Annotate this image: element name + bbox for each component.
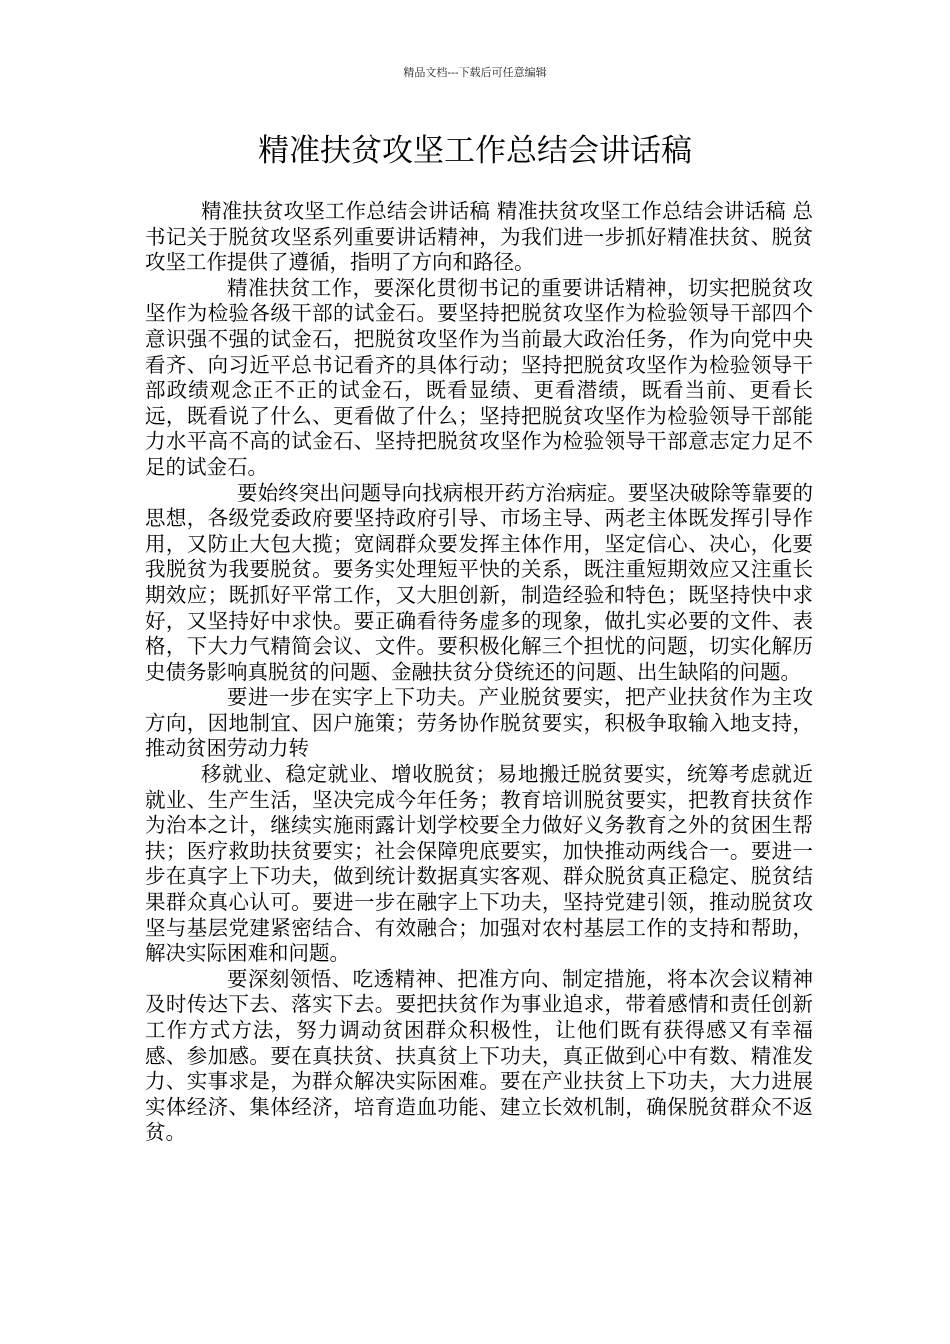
paragraph-problem-oriented: 要始终突出问题导向找病根开药方治病症。要坚决破除等靠要的思想，各级党委政府要坚持政府引导、市场主导、两老主体既发挥引导作用，又防止大包大揽；宽阔群众要发挥主体作用，坚定信心、决心，化要我脱贫为我要脱贫。要务实处理短平快的关系，既注重短期效应又注重长期效应；既抓好平常工作，又大胆创新，制造经验和特色；既坚持快中求好，又坚持好中求快。要正确看待务虚多的现象，做扎实必要的文件、表格，下大力气精简会议、文件。要积极化解三个担忧的问题，切实化解历史债务影响真脱贫的问题、金融扶贫分贷统还的问题、出生缺陷的问题。 xyxy=(145,480,813,684)
paragraph-practical-focus-continued: 移就业、稳定就业、增收脱贫；易地搬迁脱贫要实，统筹考虑就近就业、生产生活，坚决完成今年任务；教育培训脱贫要实，把教育扶贫作为治本之计，继续实施雨露计划学校要全力做好义务教育之外的贫困生帮扶；医疗救助扶贫要实；社会保障兜底要实，加快推动两线合一。要进一步在真字上下功夫，做到统计数据真实客观、群众脱贫真正稳定、脱贫结果群众真心认可。要进一步在融字上下功夫，坚持党建引领，推动脱贫攻坚与基层党建紧密结合、有效融合；加强对农村基层工作的支持和帮助，解决实际困难和问题。 xyxy=(145,762,813,966)
paragraph-intro: 精准扶贫攻坚工作总结会讲话稿 精准扶贫攻坚工作总结会讲话稿 总书记关于脱贫攻坚系列重要讲话精神，为我们进一步抓好精准扶贫、脱贫攻坚工作提供了遵循，指明了方向和路径。 xyxy=(145,199,813,275)
paragraph-implementation: 要深刻领悟、吃透精神、把准方向、制定措施，将本次会议精神及时传达下去、落实下去。要把扶贫作为事业追求，带着感情和责任创新工作方式方法，努力调动贫困群众积极性，让他们既有获得感又有幸福感、参加感。要在真扶贫、扶真贫上下功夫，真正做到心中有数、精准发力、实事求是，为群众解决实际困难。要在产业扶贫上下功夫，大力进展实体经济、集体经济，培育造血功能、建立长效机制，确保脱贫群众不返贫。 xyxy=(145,966,813,1145)
paragraph-practical-focus: 要进一步在实字上下功夫。产业脱贫要实，把产业扶贫作为主攻方向，因地制宜、因户施策；劳务协作脱贫要实，积极争取输入地支持，推动贫困劳动力转 xyxy=(145,685,813,761)
document-title: 精准扶贫攻坚工作总结会讲话稿 xyxy=(258,133,692,169)
paragraph-touchstone: 精准扶贫工作，要深化贯彻书记的重要讲话精神，切实把脱贫攻坚作为检验各级干部的试金石。要坚持把脱贫攻坚作为检验领导干部四个意识强不强的试金石，把脱贫攻坚作为当前最大政治任务，作为向党中央看齐、向习近平总书记看齐的具体行动；坚持把脱贫攻坚作为检验领导干部政绩观念正不正的试金石，既看显绩、更看潜绩，既看当前、更看长远，既看说了什么、更看做了什么；坚持把脱贫攻坚作为检验领导干部能力水平高不高的试金石、坚持把脱贫攻坚作为检验领导干部意志定力足不足的试金石。 xyxy=(145,275,813,479)
header-note: 精品文档---下载后可任意编辑 xyxy=(403,66,547,79)
document-body xyxy=(145,199,813,1146)
